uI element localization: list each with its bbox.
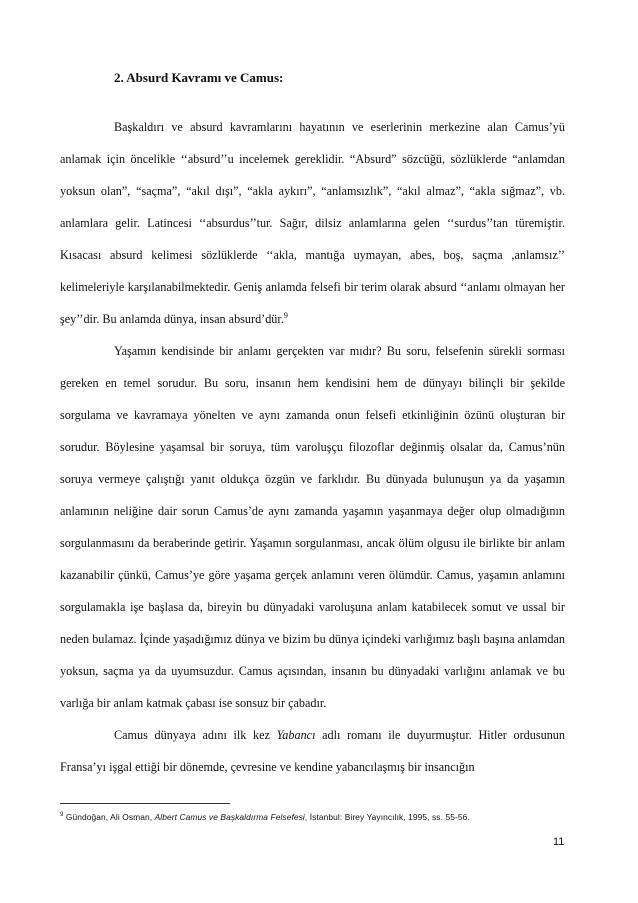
page-number: 11 <box>553 836 565 848</box>
footnote <box>60 812 580 822</box>
paragraph-1 <box>60 111 565 335</box>
paragraph-3-before: Camus dünyaya adını ilk kez <box>114 728 277 742</box>
footnote-book-title: Albert Camus ve Başkaldırma Felsefesi <box>154 812 305 822</box>
paragraph-2: Yaşamın kendisinde bir anlamı gerçekten var mıdır? Bu soru, felsefenin sürekli sorması gereken en temel sorudur. Bu soru, insanın hem kendisini hem de dünyayı bilinçli bir şekilde sorgulama ve kavramaya yönelten ve aynı zamanda onun felsefi etkinliğinin özünü oluşturan bir sorudur. Böylesine yaşamsal bir soruya, tüm varoluşçu filozoflar değinmiş olsalar da, Camus’nün soruya vermeye çalıştığı yanıt oldukça özgün ve farklıdır. Bu dünyada bulunuşun ya da yaşamın anlamının neliğine dair sorun Camus’de aynı zamanda yaşamın yaşanmaya değer olup olmadığının sorgulanmasını da beraberinde getirir. Yaşamın sorgulanması, ancak ölüm olgusu ile birlikte bir anlam kazanabilir çünkü, Camus’ye göre yaşama gerçek anlamını veren ölümdür. Camus, yaşamın anlamını sorgulamakla işe başlasa da, bireyin bu dünyadaki varoluşuna anlam katabilecek somut ve ussal bir neden bulamaz. İçinde yaşadığımız dünya ve bizim bu dünya içindeki varlığımız başlı başına anlamdan yoksun, saçma ya da uyumsuzdur. Camus açısından, insanın bu dünyadaki varlığını anlamak ve bu varlığa bir anlam katmak çabası ise sonsuz bir çabadır. <box>60 344 565 710</box>
footnote-divider <box>60 803 230 804</box>
book-title-yabanci: Yabancı <box>276 728 316 742</box>
paragraph-3 <box>60 719 565 783</box>
footnote-number: 9 <box>60 812 64 819</box>
section-heading: 2. Absurd Kavramı ve Camus: <box>114 70 284 85</box>
paragraph-3-after: adlı romanı ile duyurmuştur. Hitler ordusunun Fransa’yı işgal ettiği bir dönemde, çevresine ve kendine yabancılaşmış bir insancığın <box>60 728 565 774</box>
footnote-reference[interactable]: 9 <box>283 310 288 320</box>
footnote-publisher: , İstanbul: Birey Yayıncılık, 1995, ss. 55-56. <box>304 812 470 822</box>
paragraph-1-text: Başkaldırı ve absurd kavramlarını hayatının ve eserlerinin merkezine alan Camus’yü anlamak için öncelikle ‘‘absurd’’u incelemek gereklidir. “Absurd” sözcüğü, sözlüklerde “anlamdan yoksun olan”, “saçma”, “akıl dışı”, “akla aykırı”, “anlamsızlık”, “akıl almaz”, “akla sığmaz”, vb. anlamlara gelir. Latincesi ‘‘absurdus’’tur. Sağır, dilsiz anlamlarına gelen ‘‘surdus’’tan türemiştir. Kısacası absurd kelimesi sözlüklerde ‘‘akla, mantığa uymayan, abes, boş, saçma ,anlamsız’’ kelimeleriyle karşılanabilmektedir. Geniş anlamda felsefi bir terim olarak absurd ‘‘anlamı olmayan her şey’’dir. Bu anlamda dünya, insan absurd’dür. <box>60 120 565 326</box>
footnote-author: Gündoğan, Ali Osman, <box>65 812 155 822</box>
body-text <box>60 111 565 783</box>
